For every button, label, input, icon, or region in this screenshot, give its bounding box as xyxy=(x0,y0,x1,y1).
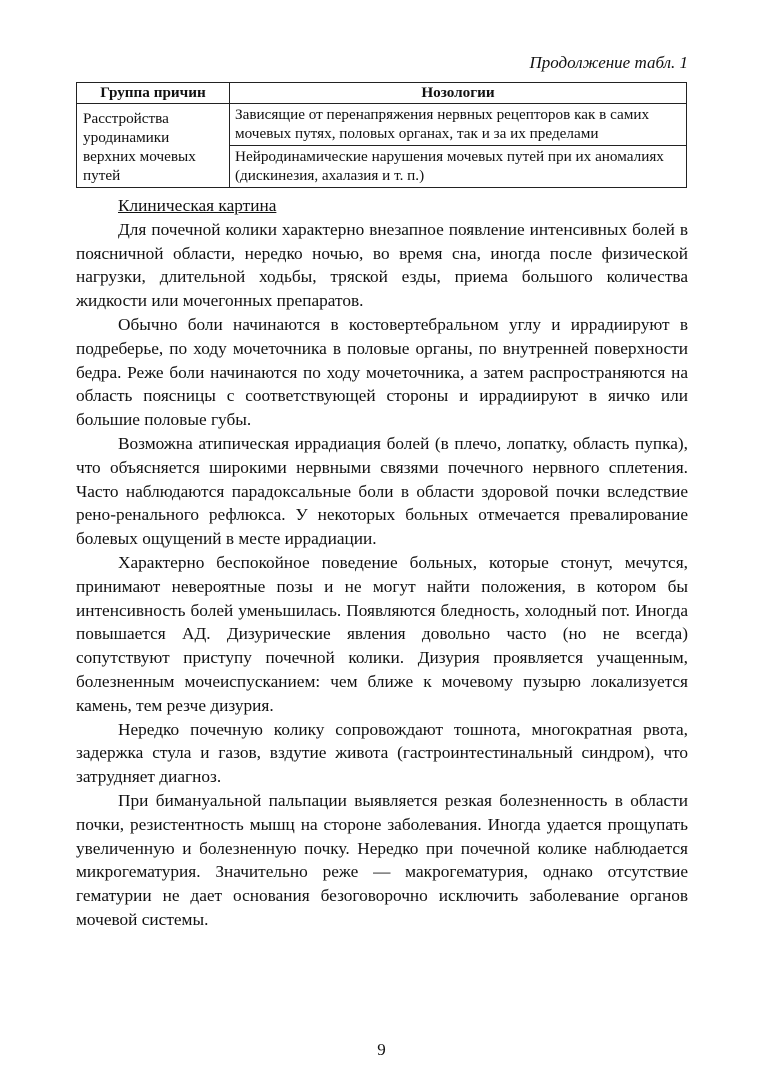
nosology-cell: Зависящие от перенапряжения нервных рецепторов как в самих мочевых путях, половых органах, так и за их пределами xyxy=(230,104,687,146)
nosology-cell: Нейродинамические нарушения мочевых путей при их аномалиях (дискинезия, ахалазия и т. п.) xyxy=(230,146,687,188)
document-page xyxy=(76,52,688,932)
column-header-nosologies: Нозологии xyxy=(230,83,687,104)
table-header-row xyxy=(77,83,687,104)
page-number: 9 xyxy=(377,1040,386,1059)
table-continuation-note: Продолжение табл. 1 xyxy=(529,53,688,72)
paragraph: Для почечной колики характерно внезапное появление интенсивных болей в поясничной области, нередко ночью, во время сна, иногда после физической нагрузки, длительной ходьбы, тряской езды, приема большого количества жидкости или мочегонных препаратов. xyxy=(76,219,688,311)
table-row xyxy=(77,104,687,146)
cause-group-cell: Расстройства уродинамики верхних мочевых путей xyxy=(77,104,230,188)
causes-table xyxy=(76,82,687,188)
paragraph: Возможна атипическая иррадиация болей (в плечо, лопатку, область пупка), что объясняется широкими нервными связями почечного нервного сплетения. Часто наблюдаются парадоксальные боли в области здоровой почки вследствие рено-ренального рефлюкса. У некоторых больных отмечается превалирование болевых ощущений в месте иррадиации. xyxy=(76,433,688,549)
section-heading: Клиническая картина xyxy=(118,196,277,215)
paragraph: При бимануальной пальпации выявляется резкая болезненность в области почки, резистентность мышц на стороне заболевания. Иногда удается прощупать увеличенную и болезненную почку. Нередко при почечной колике наблюдается микрогематурия. Значительно реже — макрогематурия, однако отсутствие гематурии не дает основания безоговорочно исключить заболевание органов мочевой системы. xyxy=(76,790,688,929)
paragraph: Обычно боли начинаются в костовертебральном углу и иррадиируют в подреберье, по ходу мочеточника в половые органы, по внутренней поверхности бедра. Реже боли начинаются по ходу мочеточника, а затем распространяются на область поясницы с соответствующей стороны и иррадиируют в яичко или большие половые губы. xyxy=(76,314,688,430)
paragraph: Нередко почечную колику сопровождают тошнота, многократная рвота, задержка стула и газов, вздутие живота (гастроинтестинальный синдром), что затрудняет диагноз. xyxy=(76,719,688,787)
column-header-cause-group: Группа причин xyxy=(77,83,230,104)
paragraph: Характерно беспокойное поведение больных, которые стонут, мечутся, принимают невероятные позы и не могут найти положения, в котором бы интенсивность болей уменьшилась. Появляются бледность, холодный пот. Иногда повышается АД. Дизурические явления довольно часто (но не всегда) сопутствуют приступу почечной колики. Дизурия проявляется учащенным, болезненным мочеиспусканием: чем ближе к мочевому пузырю локализуется камень, тем резче дизурия. xyxy=(76,552,688,715)
